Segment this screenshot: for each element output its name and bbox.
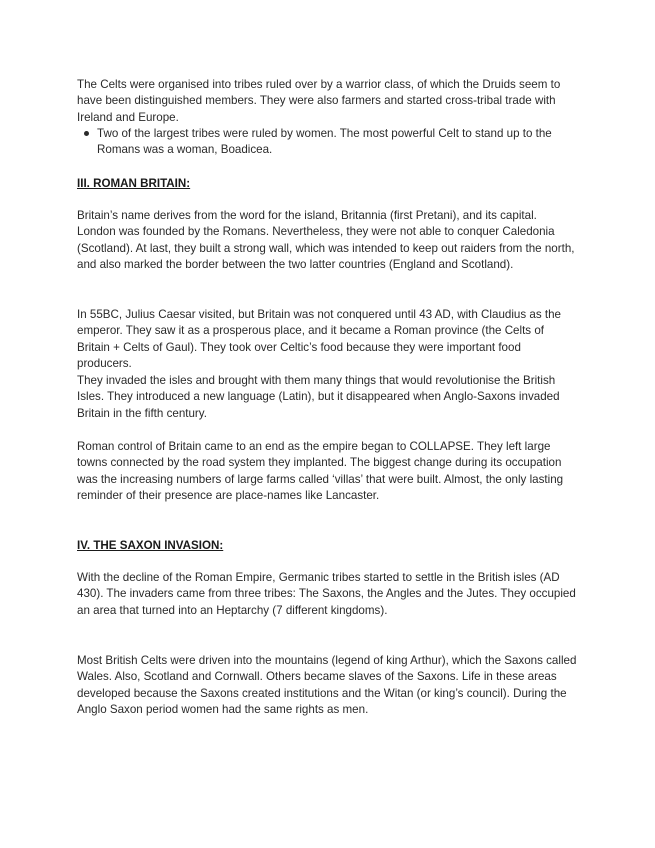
roman-britain-paragraph-1: Britain’s name derives from the word for the island, Britannia (first Pretani), and its capital. London was founded by the Romans. Nevertheless, they were not able to conquer Caledonia (Scotland). At last, they built a strong wall, which was intended to keep out raiders from the north, and also marked the border between the two latter countries (England and Scotland). bbox=[77, 209, 575, 272]
bullet-text: Two of the largest tribes were ruled by women. The most powerful Celt to stand up to the Romans was a woman, Boadicea. bbox=[97, 127, 552, 157]
section-heading-saxon-invasion: IV. THE SAXON INVASION: bbox=[77, 539, 224, 552]
bullet-list-item bbox=[97, 126, 567, 159]
saxon-invasion-paragraph-1: With the decline of the Roman Empire, Germanic tribes started to settle in the British isles (AD 430). The invaders came from three tribes: The Saxons, the Angles and the Jutes. They occupied an area that turned into an Heptarchy (7 different kingdoms). bbox=[77, 571, 576, 617]
roman-britain-paragraph-4: Roman control of Britain came to an end as the empire began to COLLAPSE. They left large towns connected by the road system they implanted. The biggest change during its occupation was the increasing numbers of large farms called ‘villas’ that were built. Almost, the only lasting reminder of their presence are place-names like Lancaster. bbox=[77, 440, 564, 503]
saxon-invasion-paragraph-2: Most British Celts were driven into the mountains (legend of king Arthur), which the Saxons called Wales. Also, Scotland and Cornwall. Others became slaves of the Saxons. Life in these areas developed because the Saxons created institutions and the Witan (or king’s council). During the Anglo Saxon period women had the same rights as men. bbox=[77, 654, 577, 717]
roman-britain-paragraph-2: In 55BC, Julius Caesar visited, but Britain was not conquered until 43 AD, with Claudius as the emperor. They saw it as a prosperous place, and it became a Roman province (the Celts of Britain + Celts of Gaul). They took over Celtic’s food because they were important food producers. bbox=[77, 308, 561, 371]
section-heading-roman-britain: III. ROMAN BRITAIN: bbox=[77, 177, 191, 190]
bullet-icon bbox=[84, 131, 89, 136]
roman-britain-paragraph-3: They invaded the isles and brought with them many things that would revolutionise the British Isles. They introduced a new language (Latin), but it disappeared when Anglo-Saxons invaded Britain in the fifth century. bbox=[77, 374, 560, 420]
celts-paragraph: The Celts were organised into tribes ruled over by a warrior class, of which the Druids seem to have been distinguished members. They were also farmers and started cross-tribal trade with Ireland and Europe. bbox=[77, 78, 561, 124]
